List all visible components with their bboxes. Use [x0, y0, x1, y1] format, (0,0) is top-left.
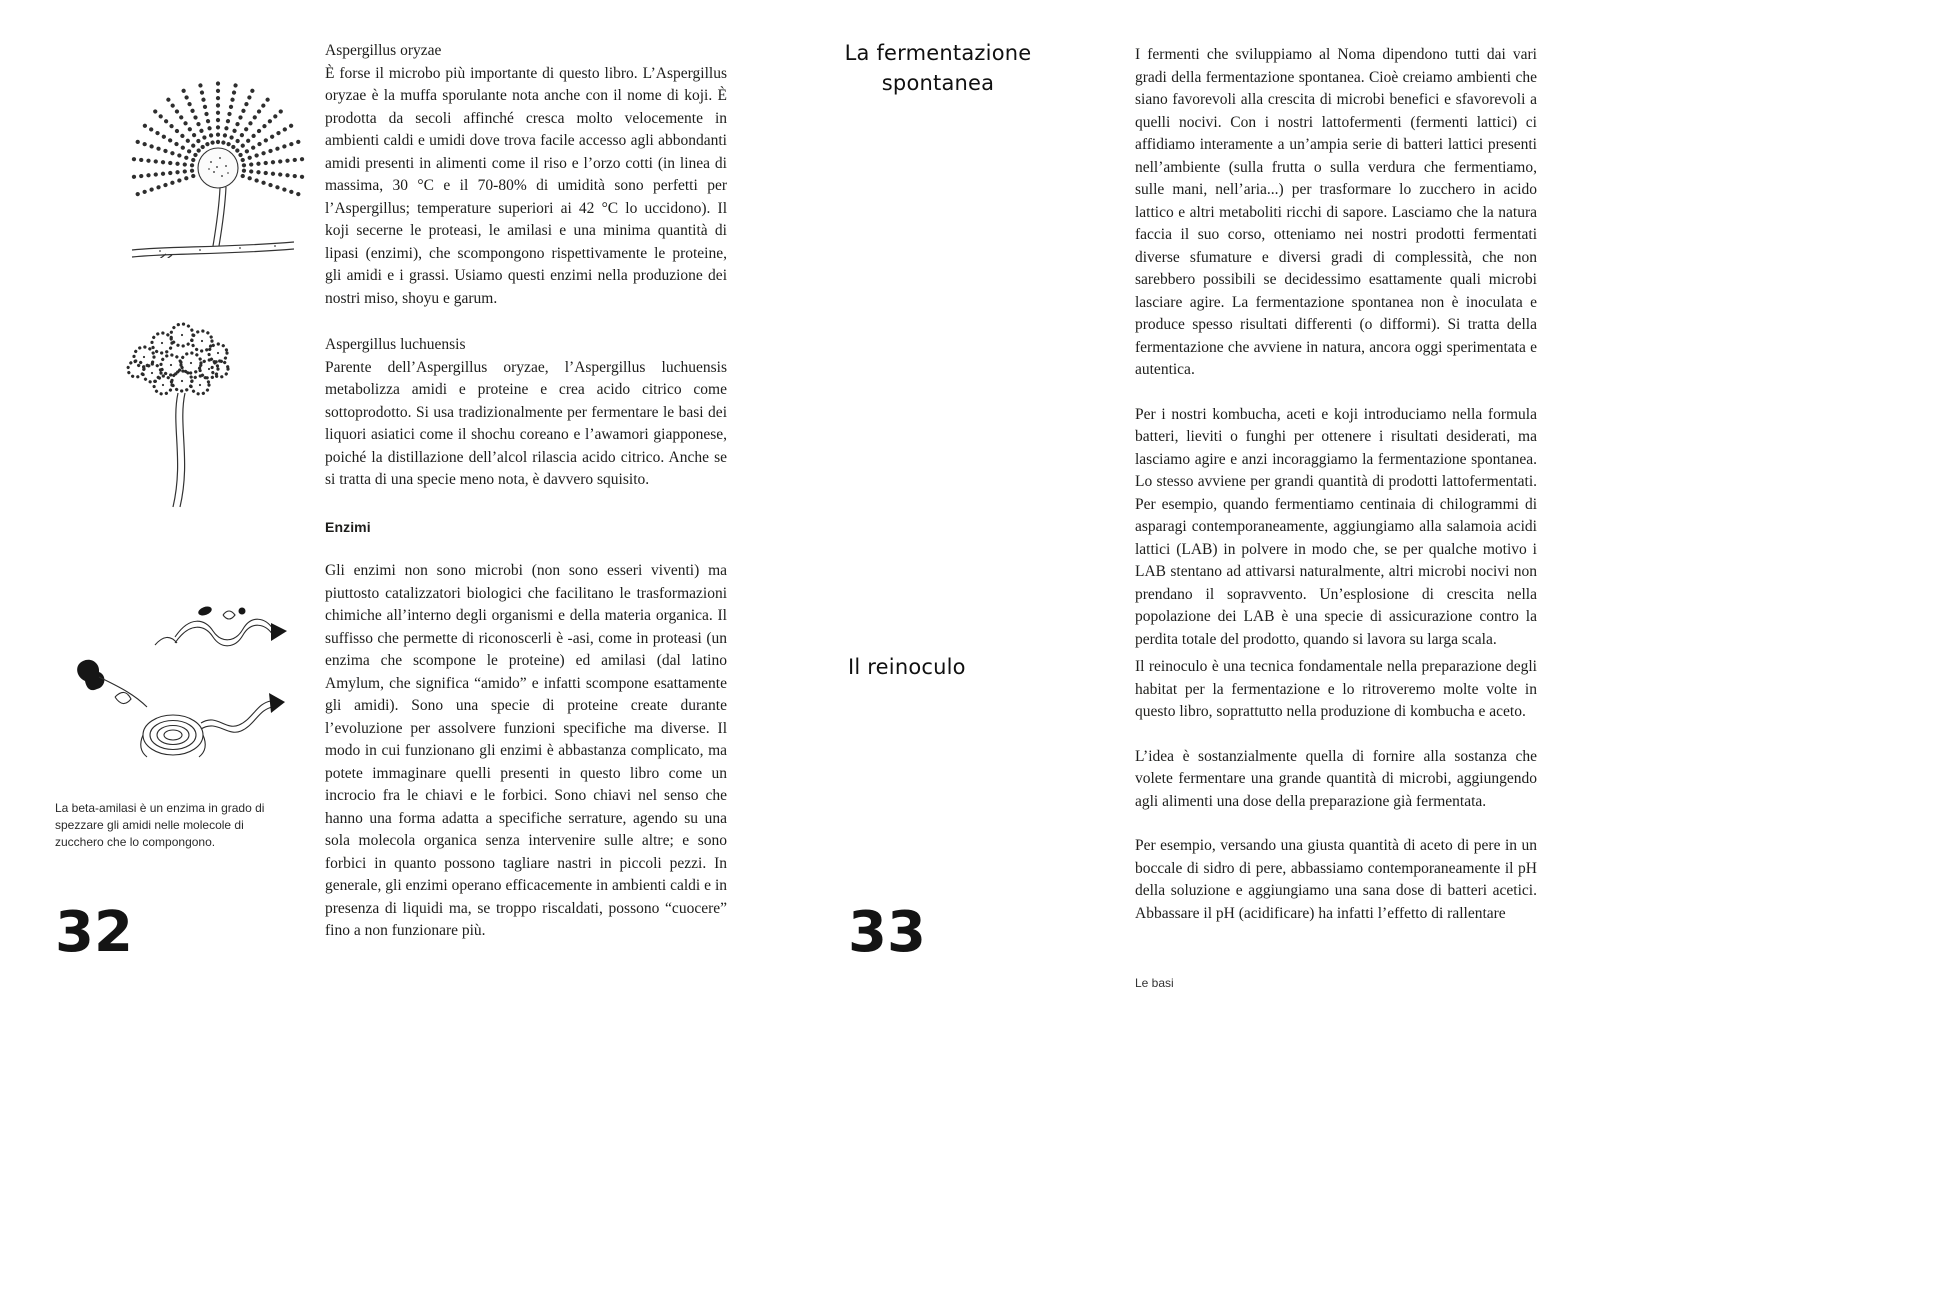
paragraph: Per esempio, versando una giusta quantità di aceto di pere in un boccale di sidro di pere, abbassiamo contemporaneamente il pH della soluzione e aggiungiamo una sana dose di batteri acetici. Abbassare il pH (acidificare) ha infatti l’effetto di rallentare — [1135, 837, 1537, 922]
left-text-column — [325, 40, 727, 943]
paragraph: L’idea è sostanzialmente quella di fornire alla sostanza che volete fermentare una grande quantità di microbi, aggiungendo agli alimenti una dose della preparazione già fermentata. — [1135, 747, 1537, 810]
section-aspergillus-oryzae — [325, 40, 727, 310]
paragraph: Il reinoculo è una tecnica fondamentale nella preparazione degli habitat per la fermentazione e lo ritroveremo molte volte in questo libro, soprattutto nella produzione di kombucha e aceto. — [1135, 658, 1537, 720]
page-number-left: 32 — [55, 900, 133, 965]
right-text-column-spontanea — [1135, 44, 1537, 651]
aspergillus-oryzae-drawing — [70, 18, 310, 258]
paragraph: Gli enzimi non sono microbi (non sono esseri viventi) ma piuttosto catalizzatori biologici che facilitano le trasformazioni chimiche all’interno degli organismi e della materia organica. Il suffisso che permette di riconoscerli è -asi, come in proteasi (un enzima che scompone le proteine) ed amilasi (dal latino Amylum, che significa “amido” e infatti scompone esattamente gli amidi). Sono una specie di proteine create durante l’evoluzione per assolvere funzioni specifiche ma diverse. Il modo in cui funzionano gli enzimi è abbastanza complicato, ma potete immaginare quelli presenti in questo libro come un incrocio fra le chiavi e le forbici. Sono chiavi nel senso che hanno una forma adatta a specifiche serrature, agendo su una sola molecola organica senza intervenire sulle altre; e sono forbici in quanto possono tagliare nastri in piccoli pezzi. In generale, gli enzimi operano efficacemente in ambienti caldi e in presenza di liquidi ma, se troppo riscaldati, possono “cuocere” fino a non funzionare più. — [325, 562, 727, 939]
section-heading: Aspergillus oryzae — [325, 42, 442, 59]
section-heading: Aspergillus luchuensis — [325, 336, 466, 353]
beta-amylase-illustration — [55, 585, 315, 790]
aspergillus-oryzae-illustration — [70, 18, 310, 258]
aspergillus-luchuensis-drawing — [78, 295, 278, 520]
beta-amylase-ribbon-drawing — [55, 585, 315, 790]
heading-la-fermentazione-spontanea: La fermentazione spontanea — [844, 41, 1032, 95]
section-enzimi — [325, 516, 727, 943]
paragraph: I fermenti che sviluppiamo al Noma dipendono tutti dai vari gradi della fermentazione spontanea. Cioè creiamo ambienti che siano favorevoli alla crescita di microbi benefici e sfavorevoli a quelli nocivi. Con i nostri lattofermenti (fermenti lattici) ci affidiamo interamente a un’ampia serie di batteri lattici presenti nell’ambiente (sulla frutta o sulla verdura che fermentiamo, sulle mani, nell’aria...) per trasformare lo zucchero in acido lattico e altri metaboliti ricchi di sapore. Lasciamo che la natura faccia il suo corso, otteniamo nei nostri prodotti fermentati diverse sfumature e diversi gradi di complessità, che non sarebbero possibili se decidessimo esattamente quali microbi lasciare agire. La fermentazione spontanea non è inoculata e produce spesso risultati differenti (o difformi). Si tratta della fermentazione che avviene in natura, ancora oggi sperimentata e autentica. — [1135, 46, 1537, 378]
illustration-caption: La beta-amilasi è un enzima in grado di spezzare gli amidi nelle molecole di zucchero che lo compongono. — [55, 801, 265, 849]
section-aspergillus-luchuensis — [325, 334, 727, 492]
heading-il-reinoculo: Il reinoculo — [848, 655, 966, 679]
aspergillus-luchuensis-illustration — [78, 295, 278, 520]
page-number-right: 33 — [848, 900, 926, 965]
section-heading: Enzimi — [325, 518, 371, 535]
paragraph: Per i nostri kombucha, aceti e koji introduciamo nella formula batteri, lieviti o funghi per ottenere i risultati desiderati, ma lasciamo agire e anzi incoraggiamo la fermentazione spontanea. Lo stesso avviene per grandi quantità di prodotti lattofermentati. Per esempio, quando fermentiamo centinaia di chilogrammi di asparagi contemporaneamente, aggiungiamo alla salamoia acidi lattici (LAB) in polvere in modo che, se per qualche motivo i LAB stentano ad attivarsi naturalmente, altri microbi nocivi non prendano il sopravvento. Un’esplosione di crescita nella popolazione dei LAB è una specie di assicurazione contro la perdita totale del prodotto, quando si lavora su larga scala. — [1135, 405, 1537, 648]
right-text-column-reinoculo — [1135, 656, 1537, 925]
paragraph: È forse il microbo più importante di questo libro. L’Aspergillus oryzae è la muffa sporulante nota anche con il nome di koji. È prodotta da secoli affinché cresca molto velocemente in ambienti caldi e umidi dove trova facile accesso agli abbondanti amidi presenti in alimenti come il riso e l’orzo cotti (in linea di massima, 30 °C e il 70-80% di umidità sono perfetti per l’Aspergillus; temperature superiori ai 42 °C lo uccidono). Il koji secerne le proteasi, le amilasi e una minima quantità di lipasi (enzimi), che scompongono rispettivamente le proteine, gli amidi e i grassi. Usiamo questi enzimi nella produzione dei nostri miso, shoyu e garum. — [325, 64, 727, 307]
running-footer: Le basi — [1135, 976, 1174, 990]
paragraph: Parente dell’Aspergillus oryzae, l’Aspergillus luchuensis metabolizza amidi e proteine e crea acido citrico come sottoprodotto. Si usa tradizionalmente per fermentare le basi dei liquori asiatici come il shochu coreano e l’awamori giapponese, poiché la distillazione dell’alcol rilascia acido citrico. Anche se si tratta di una specie meno nota, è davvero squisito. — [325, 358, 727, 488]
